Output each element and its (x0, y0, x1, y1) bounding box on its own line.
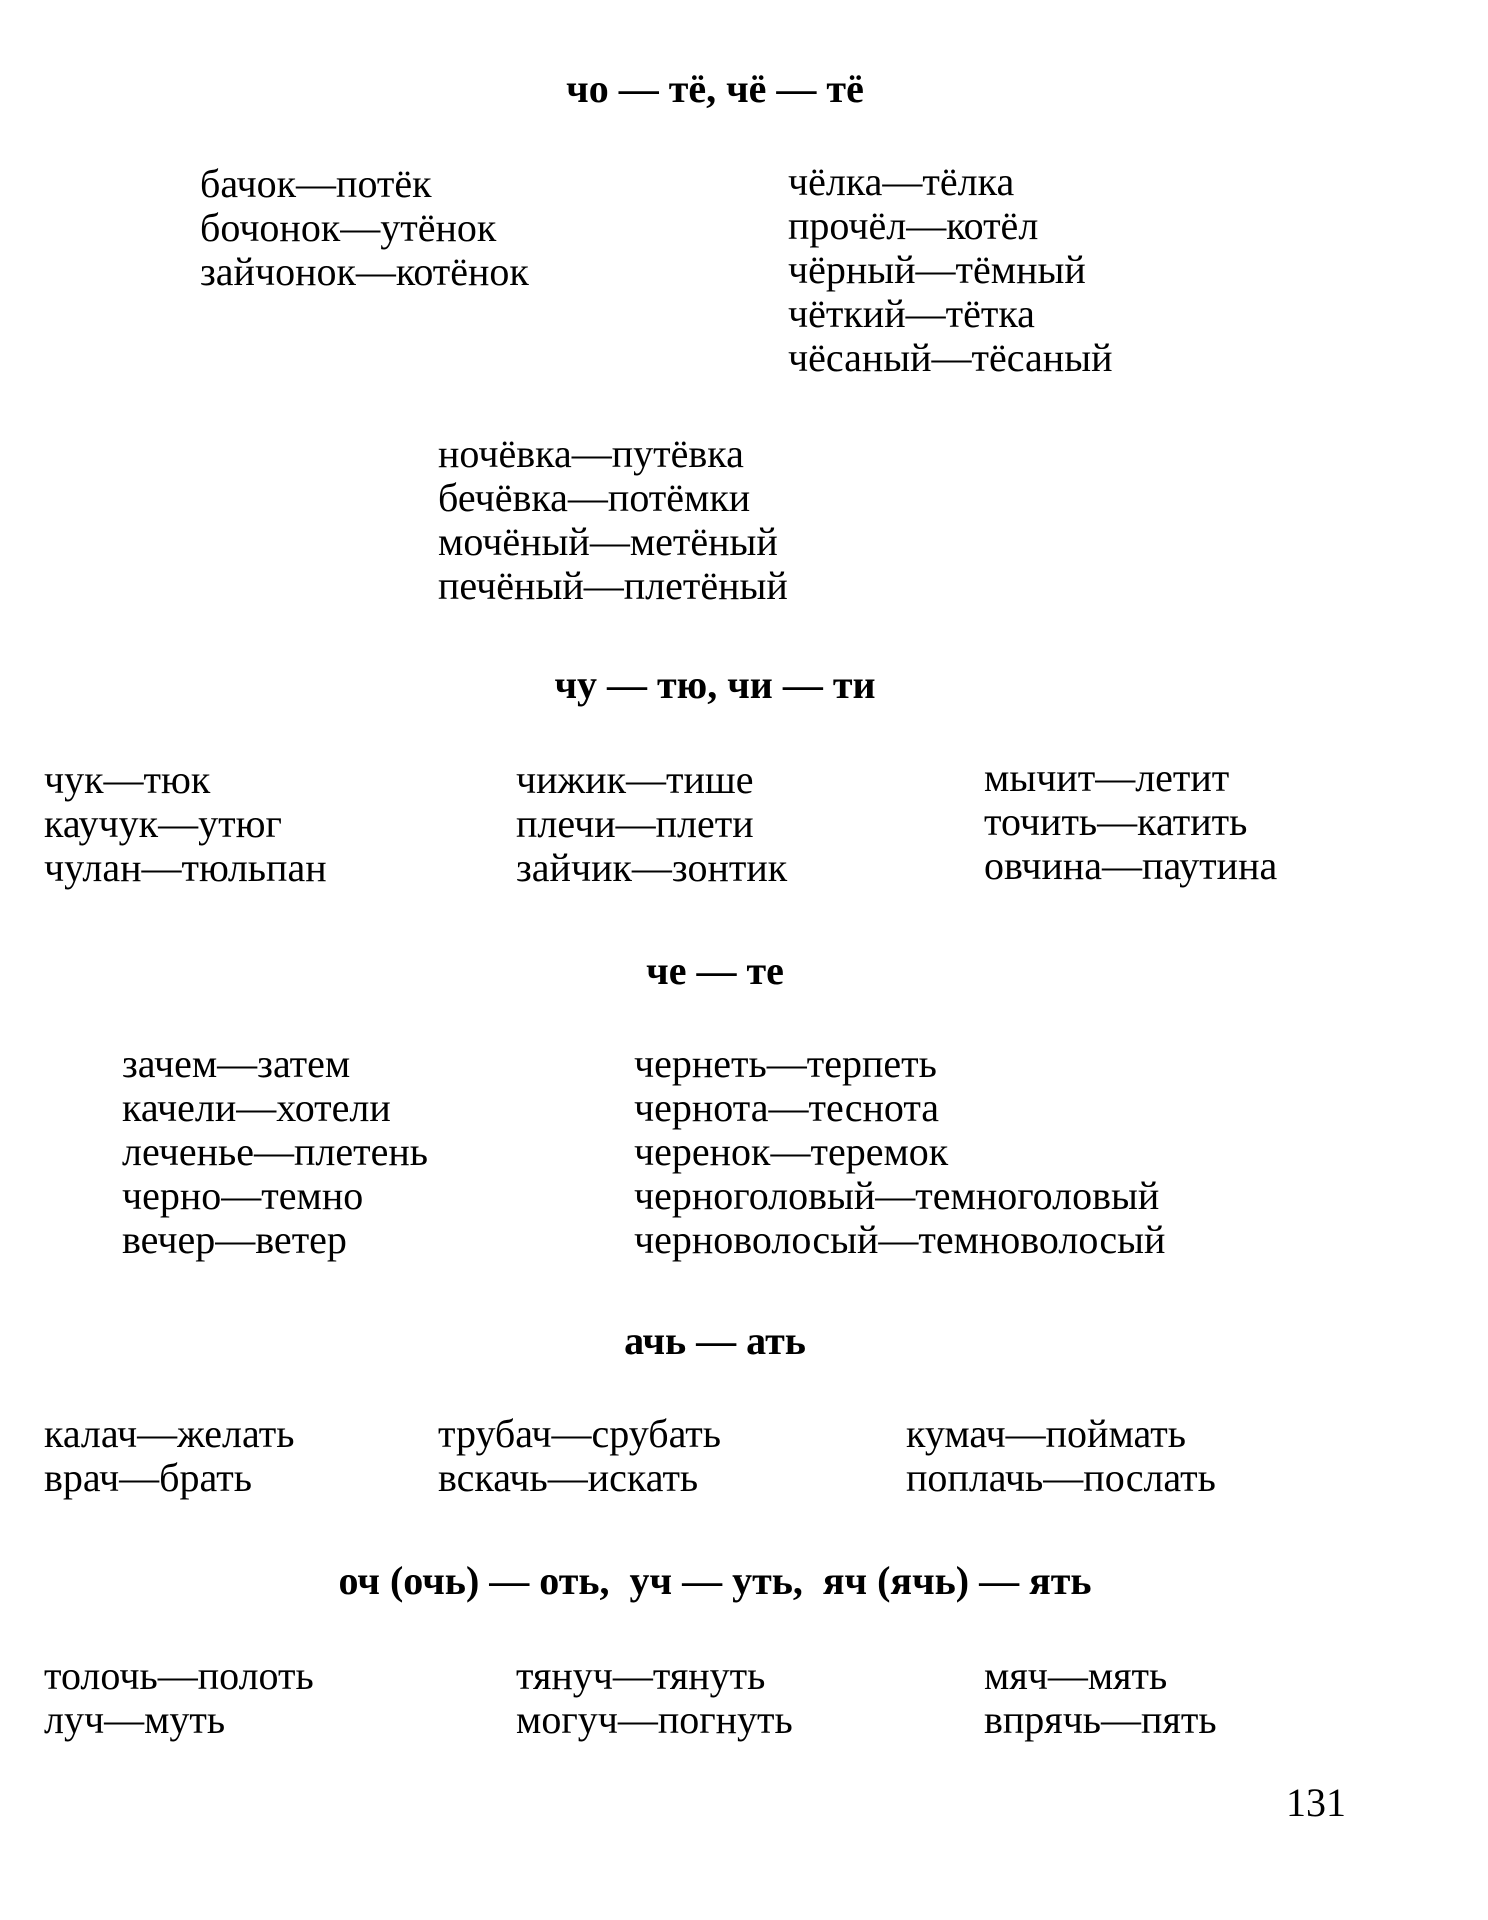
word-pairs-column (200, 162, 529, 294)
word-pair: вечер—ветер (122, 1217, 347, 1262)
word-pair: зачем—затем (122, 1041, 351, 1086)
word-pair: зайчонок—котёнок (200, 249, 529, 294)
word-pair: леченье—плетень (122, 1129, 428, 1174)
word-pair: мочёный—метёный (438, 519, 778, 564)
word-pair: мяч—мять (984, 1653, 1168, 1698)
word-pairs-column (438, 432, 788, 608)
word-pairs-column (438, 1412, 721, 1500)
word-pair: калач—желать (44, 1411, 295, 1456)
word-pairs-column (984, 1654, 1217, 1742)
word-pair: черенок—теремок (634, 1129, 949, 1174)
word-pairs-column (44, 1412, 294, 1500)
word-pair: черноголовый—темноголовый (634, 1173, 1160, 1218)
word-pair: чернеть—терпеть (634, 1041, 937, 1086)
word-pair: могуч—погнуть (516, 1697, 793, 1742)
word-pair: бачок—потёк (200, 161, 432, 206)
word-pair: луч—муть (44, 1697, 226, 1742)
word-pair: чёткий—тётка (788, 291, 1035, 336)
word-pair: толочь—полоть (44, 1653, 314, 1698)
word-pair: черноволосый—темноволосый (634, 1217, 1166, 1262)
word-pairs-column (516, 758, 787, 890)
section-heading: че — те (646, 948, 784, 993)
page-number: 131 (1286, 1780, 1346, 1825)
word-pair: печёный—плетёный (438, 563, 788, 608)
word-pair: трубач—срубать (438, 1411, 722, 1456)
word-pair: точить—катить (984, 799, 1248, 844)
word-pair: чижик—тише (516, 757, 754, 802)
word-pair: овчина—паутина (984, 843, 1278, 888)
word-pair: кумач—поймать (906, 1411, 1186, 1456)
word-pair: чёлка—тёлка (788, 159, 1015, 204)
word-pairs-column (788, 160, 1112, 380)
section-heading: чо — тё, чё — тё (566, 66, 864, 111)
word-pairs-column (516, 1654, 793, 1742)
word-pairs-column (984, 756, 1277, 888)
word-pairs-column (634, 1042, 1165, 1262)
word-pair: каучук—утюг (44, 801, 282, 846)
word-pair: плечи—плети (516, 801, 754, 846)
word-pair: чернота—теснота (634, 1085, 940, 1130)
word-pairs-column (122, 1042, 428, 1262)
word-pairs-column (906, 1412, 1216, 1500)
word-pair: тянуч—тянуть (516, 1653, 766, 1698)
word-pair: чук—тюк (44, 757, 211, 802)
word-pair: поплачь—послать (906, 1455, 1216, 1500)
section-heading: оч (очь) — оть, уч — уть, яч (ячь) — ять (338, 1558, 1092, 1603)
word-pair: чулан—тюльпан (44, 845, 327, 890)
word-pair: качели—хотели (122, 1085, 391, 1130)
word-pair: чёсаный—тёсаный (788, 335, 1113, 380)
word-pair: бечёвка—потёмки (438, 475, 751, 520)
word-pair: мычит—летит (984, 755, 1230, 800)
word-pair: чёрный—тёмный (788, 247, 1086, 292)
section-heading: чу — тю, чи — ти (554, 662, 876, 707)
word-pair: зайчик—зонтик (516, 845, 788, 890)
section-heading: ачь — ать (624, 1318, 806, 1363)
word-pair: ночёвка—путёвка (438, 431, 744, 476)
word-pair: черно—темно (122, 1173, 364, 1218)
word-pairs-column (44, 1654, 314, 1742)
word-pair: прочёл—котёл (788, 203, 1039, 248)
word-pair: бочонок—утёнок (200, 205, 497, 250)
word-pair: врач—брать (44, 1455, 252, 1500)
word-pair: впрячь—пять (984, 1697, 1217, 1742)
word-pairs-column (44, 758, 327, 890)
word-pair: вскачь—искать (438, 1455, 699, 1500)
